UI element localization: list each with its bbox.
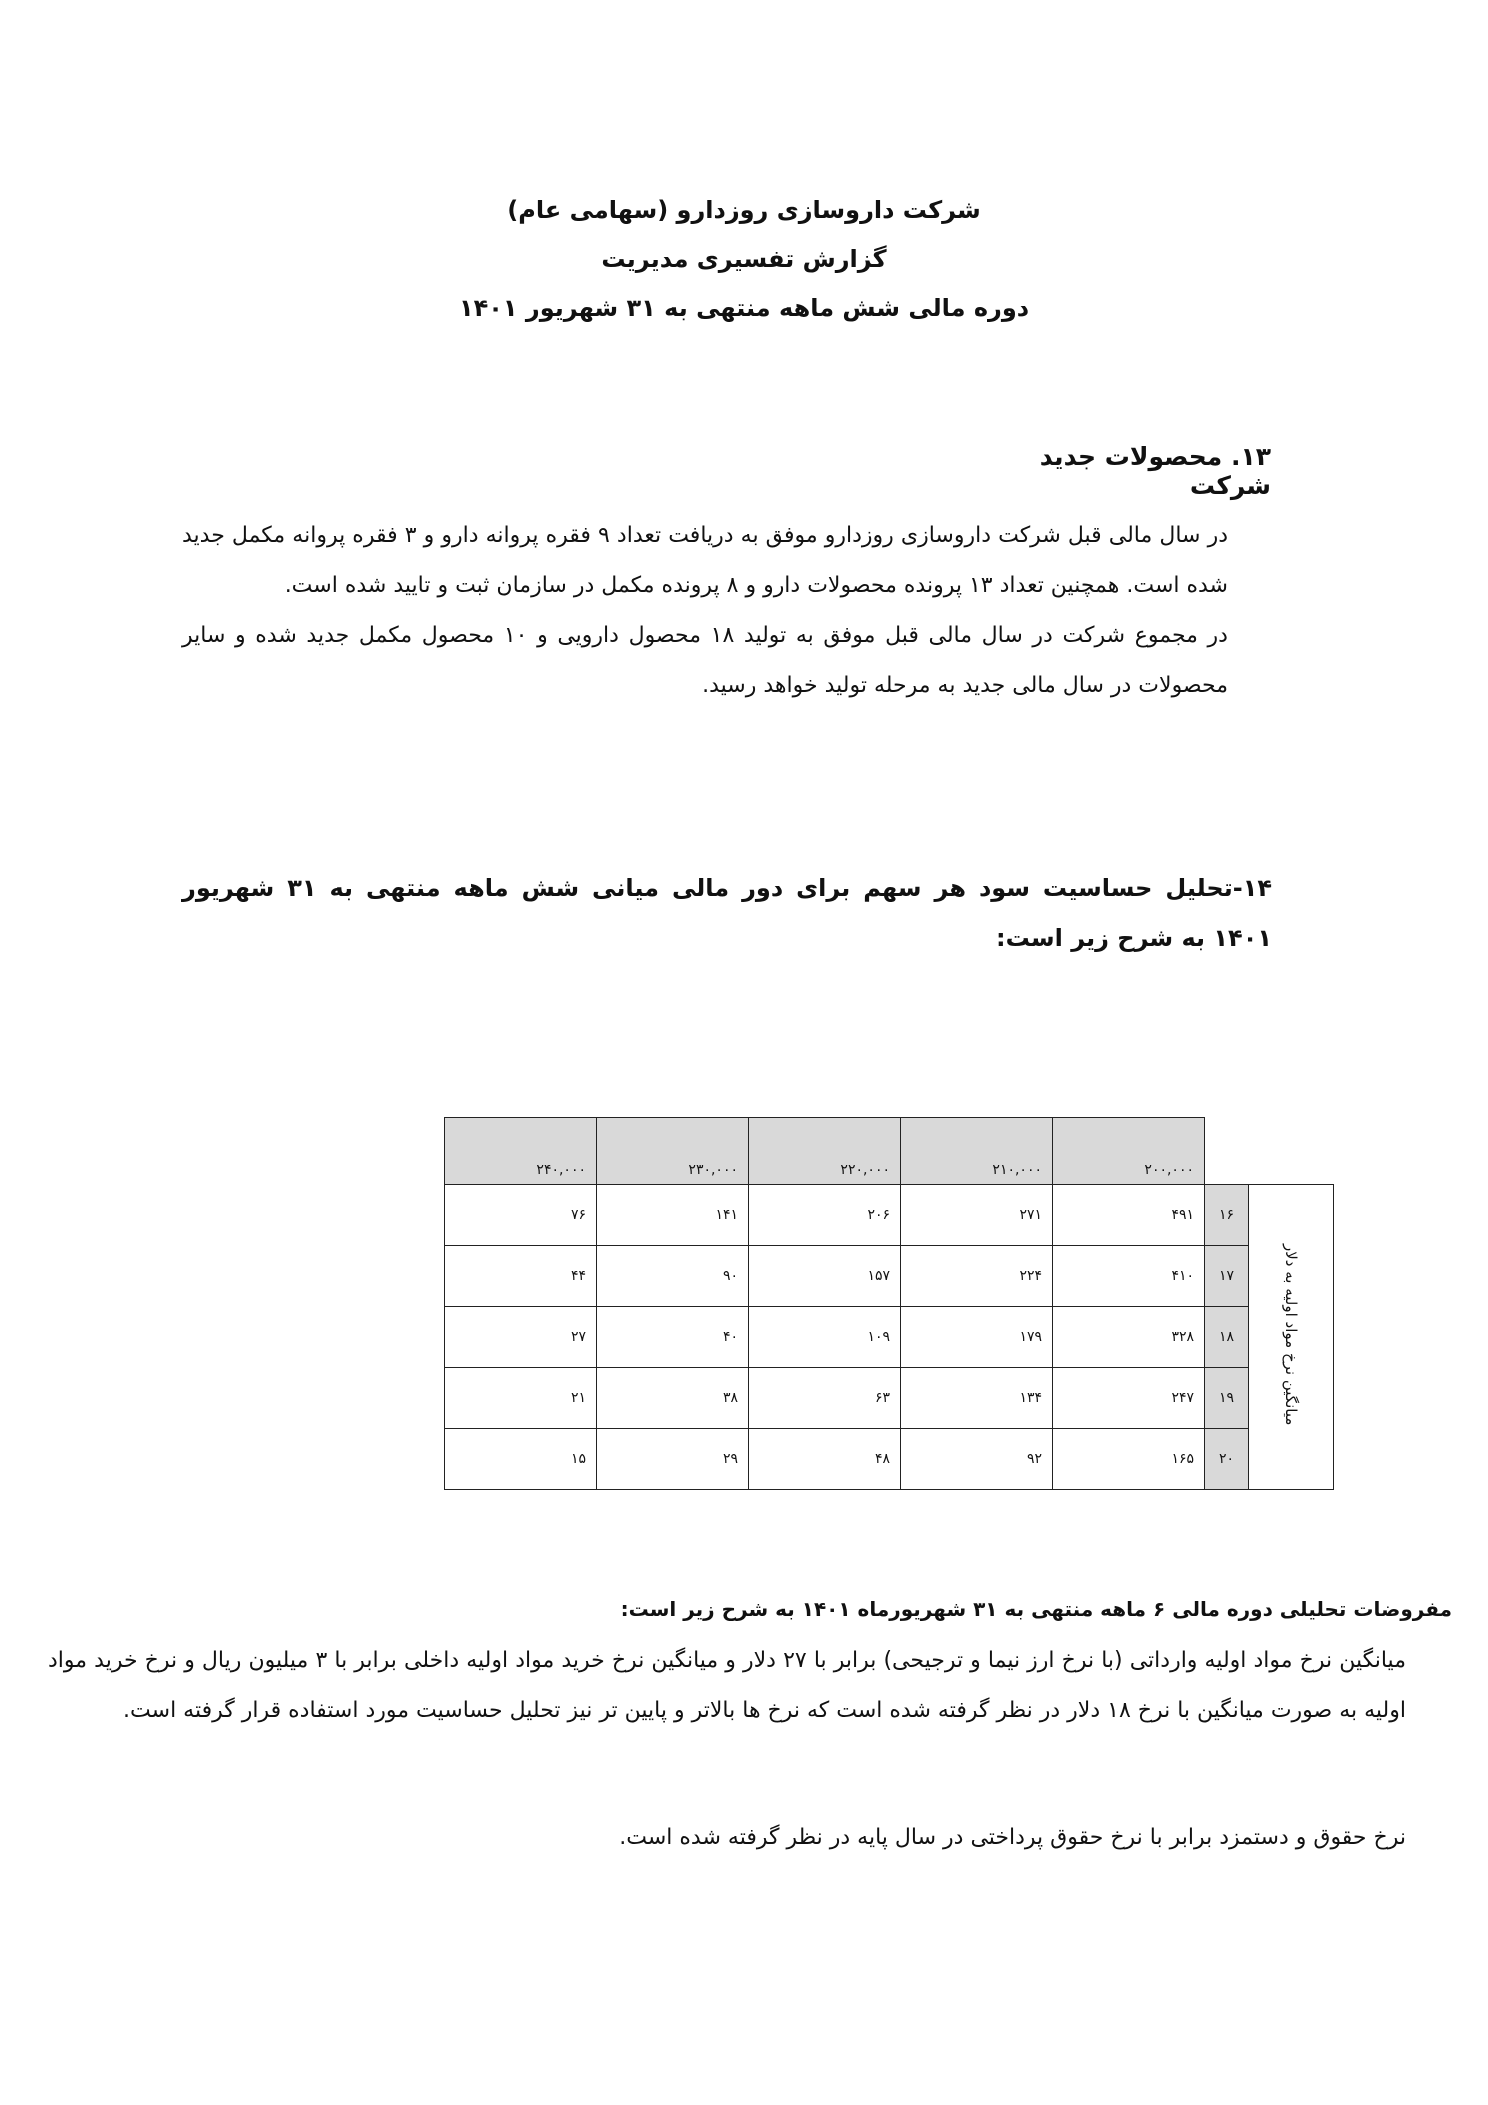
- table-cell: ۲۴۷: [1053, 1368, 1205, 1429]
- table-cell: ۲۱: [445, 1368, 597, 1429]
- table-cell: ۶۳: [749, 1368, 901, 1429]
- section-13-paragraph-2: در مجموع شرکت در سال مالی قبل موفق به تولید ۱۸ محصول دارویی و ۱۰ محصول مکمل جدید شده و سایر محصولات در سال مالی جدید به مرحله تولید خواهد رسید.: [182, 623, 1228, 698]
- table-cell: ۴۹۱: [1053, 1185, 1205, 1246]
- table-cell: ۳۸: [597, 1368, 749, 1429]
- col-header: ۲۰۰,۰۰۰: [1053, 1118, 1205, 1185]
- rate-cell: ۱۹: [1205, 1368, 1249, 1429]
- table-cell: ۱۶۵: [1053, 1429, 1205, 1490]
- table-cell: ۲۹: [597, 1429, 749, 1490]
- table-cell: ۲۷: [445, 1307, 597, 1368]
- table-cell: ۱۵۷: [749, 1246, 901, 1307]
- table-cell: ۱۷۹: [901, 1307, 1053, 1368]
- section-13-paragraph-1: در سال مالی قبل شرکت داروسازی روزدارو موفق به دریافت تعداد ۹ فقره پروانه دارو و ۳ فقره پروانه مکمل جدید شده است. همچنین تعداد ۱۳ پرونده محصولات دارو و ۸ پرونده مکمل در سازمان ثبت و تایید شده است.: [182, 523, 1228, 598]
- table-cell: ۴۴: [445, 1246, 597, 1307]
- table-header-row: [445, 1118, 1334, 1185]
- company-title: شرکت داروسازی روزدارو (سهامی عام): [507, 196, 981, 224]
- section-13-body: [182, 511, 1228, 711]
- row-group-label-text: میانگین نرخ مواد اولیه به دلار: [1282, 1244, 1300, 1426]
- table-cell: ۲۲۴: [901, 1246, 1053, 1307]
- assumptions-paragraph-2: نرخ حقوق و دستمزد برابر با نرخ حقوق پرداختی در سال پایه در نظر گرفته شده است.: [619, 1825, 1406, 1850]
- table-row: [445, 1185, 1334, 1246]
- empty-corner: [1205, 1118, 1249, 1185]
- table-cell: ۴۰: [597, 1307, 749, 1368]
- table-cell: ۲۷۱: [901, 1185, 1053, 1246]
- period-title: دوره مالی شش ماهه منتهی به ۳۱ شهریور ۱۴۰۱: [458, 294, 1030, 322]
- col-header: ۲۳۰,۰۰۰: [597, 1118, 749, 1185]
- table-cell: ۳۲۸: [1053, 1307, 1205, 1368]
- table-row: [445, 1307, 1334, 1368]
- table-cell: ۷۶: [445, 1185, 597, 1246]
- table-cell: ۱۳۴: [901, 1368, 1053, 1429]
- sensitivity-table: [444, 1117, 1334, 1490]
- table-cell: ۹۰: [597, 1246, 749, 1307]
- rate-cell: ۲۰: [1205, 1429, 1249, 1490]
- table-cell: ۱۴۱: [597, 1185, 749, 1246]
- table-cell: ۴۸: [749, 1429, 901, 1490]
- empty-corner: [1249, 1118, 1334, 1185]
- table-row: [445, 1368, 1334, 1429]
- section-14-title: ۱۴-تحلیل حساسیت سود هر سهم برای دور مالی میانی شش ماهه منتهی به ۳۱ شهریور ۱۴۰۱ به شرح زیر است:: [182, 874, 1272, 952]
- table-cell: ۲۰۶: [749, 1185, 901, 1246]
- table-row: [445, 1429, 1334, 1490]
- table-cell: ۴۱۰: [1053, 1246, 1205, 1307]
- report-title: گزارش تفسیری مدیریت: [601, 245, 887, 273]
- table-row: [445, 1246, 1334, 1307]
- table-cell: ۹۲: [901, 1429, 1053, 1490]
- rate-cell: ۱۸: [1205, 1307, 1249, 1368]
- rate-cell: ۱۶: [1205, 1185, 1249, 1246]
- col-header: ۲۲۰,۰۰۰: [749, 1118, 901, 1185]
- col-header: ۲۱۰,۰۰۰: [901, 1118, 1053, 1185]
- rate-cell: ۱۷: [1205, 1246, 1249, 1307]
- assumptions-title: مفروضات تحلیلی دوره مالی ۶ ماهه منتهی به ۳۱ شهریورماه ۱۴۰۱ به شرح زیر است:: [620, 1597, 1452, 1621]
- table-cell: ۱۰۹: [749, 1307, 901, 1368]
- table-cell: ۱۵: [445, 1429, 597, 1490]
- row-group-label: [1249, 1185, 1334, 1490]
- col-header: ۲۴۰,۰۰۰: [445, 1118, 597, 1185]
- section-13-title: ۱۳. محصولات جدید شرکت: [1039, 442, 1271, 500]
- assumptions-paragraph-1: میانگین نرخ مواد اولیه وارداتی (با نرخ ارز نیما و ترجیحی) برابر با ۲۷ دلار و میانگین نرخ خرید مواد اولیه داخلی برابر با ۳ میلیون ریال و نرخ خرید مواد اولیه به صورت میانگین با نرخ ۱۸ دلار در نظر گرفته شده است که نرخ ها بالاتر و پایین تر نیز تحلیل حساسیت مورد استفاده قرار گرفته است.: [48, 1648, 1406, 1723]
